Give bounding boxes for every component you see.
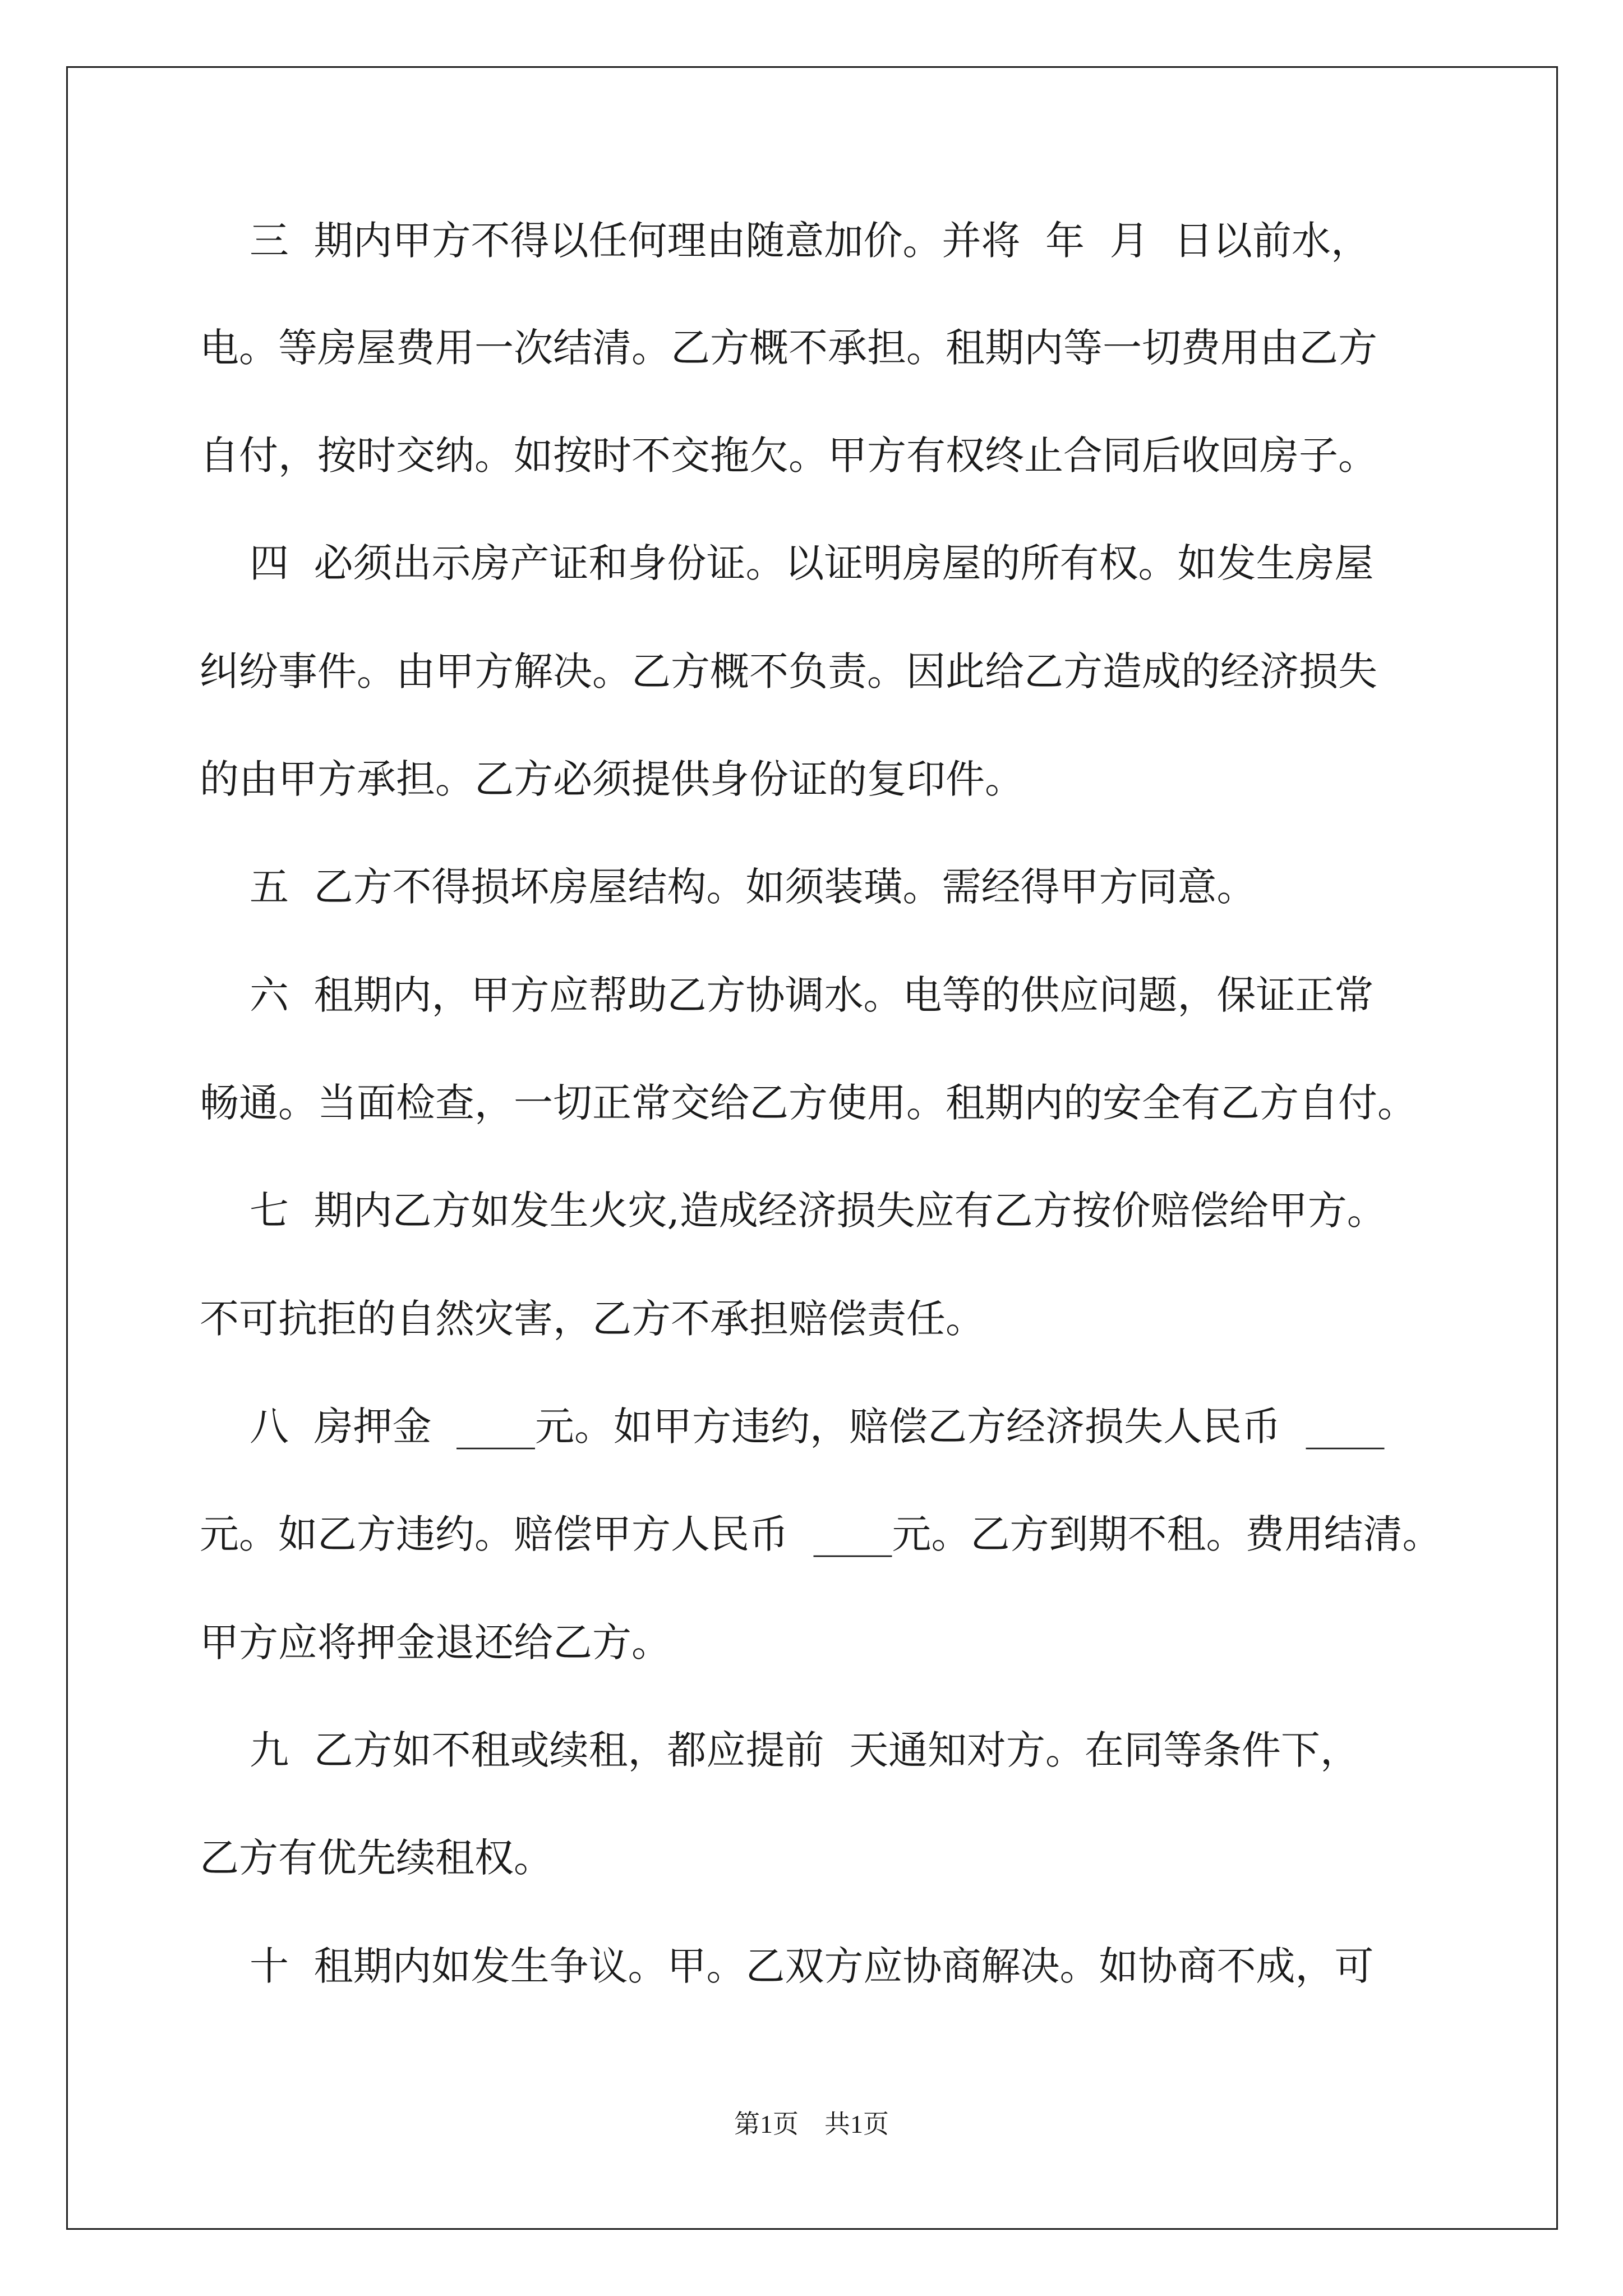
text-line: 四 必须出示房产证和身份证。以证明房屋的所有权。如发生房屋 xyxy=(200,540,1374,586)
text-line: 元。如乙方违约。赔偿甲方人民币 ____元。乙方到期不租。费用结清。 xyxy=(200,1511,1442,1557)
text-line: 十 租期内如发生争议。甲。乙双方应协商解决。如协商不成，可 xyxy=(200,1943,1374,1989)
text-line: 六 租期内，甲方应帮助乙方协调水。电等的供应问题，保证正常 xyxy=(200,972,1374,1018)
text-line: 甲方应将押金退还给乙方。 xyxy=(200,1619,671,1665)
text-line: 五 乙方不得损坏房屋结构。如须装璜。需经得甲方同意。 xyxy=(200,864,1256,910)
text-line: 的由甲方承担。乙方必须提供身份证的复印件。 xyxy=(200,756,1024,802)
text-line: 七 期内乙方如发生火灾,造成经济损失应有乙方按价赔偿给甲方。 xyxy=(200,1188,1386,1234)
text-line: 自付，按时交纳。如按时不交拖欠。甲方有权终止合同后收回房子。 xyxy=(200,432,1377,478)
text-line: 三 期内甲方不得以任何理由随意加价。并将 年 月 日以前水， xyxy=(200,218,1371,264)
text-line: 八 房押金 ____元。如甲方违约，赔偿乙方经济损失人民币 ____ xyxy=(200,1404,1385,1450)
text-line: 纠纷事件。由甲方解决。乙方概不负责。因此给乙方造成的经济损失 xyxy=(200,648,1377,694)
page-border xyxy=(66,66,1558,2230)
text-line: 乙方有优先续租权。 xyxy=(200,1835,553,1881)
text-line: 不可抗拒的自然灾害，乙方不承担赔偿责任。 xyxy=(200,1296,985,1342)
page-number-footer: 第1页 共1页 xyxy=(734,2110,889,2138)
text-line: 九 乙方如不租或续租，都应提前 天通知对方。在同等条件下， xyxy=(200,1727,1360,1773)
text-line: 畅通。当面检查，一切正常交给乙方使用。租期内的安全有乙方自付。 xyxy=(200,1080,1417,1126)
text-line: 电。等房屋费用一次结清。乙方概不承担。租期内等一切费用由乙方 xyxy=(200,325,1377,371)
